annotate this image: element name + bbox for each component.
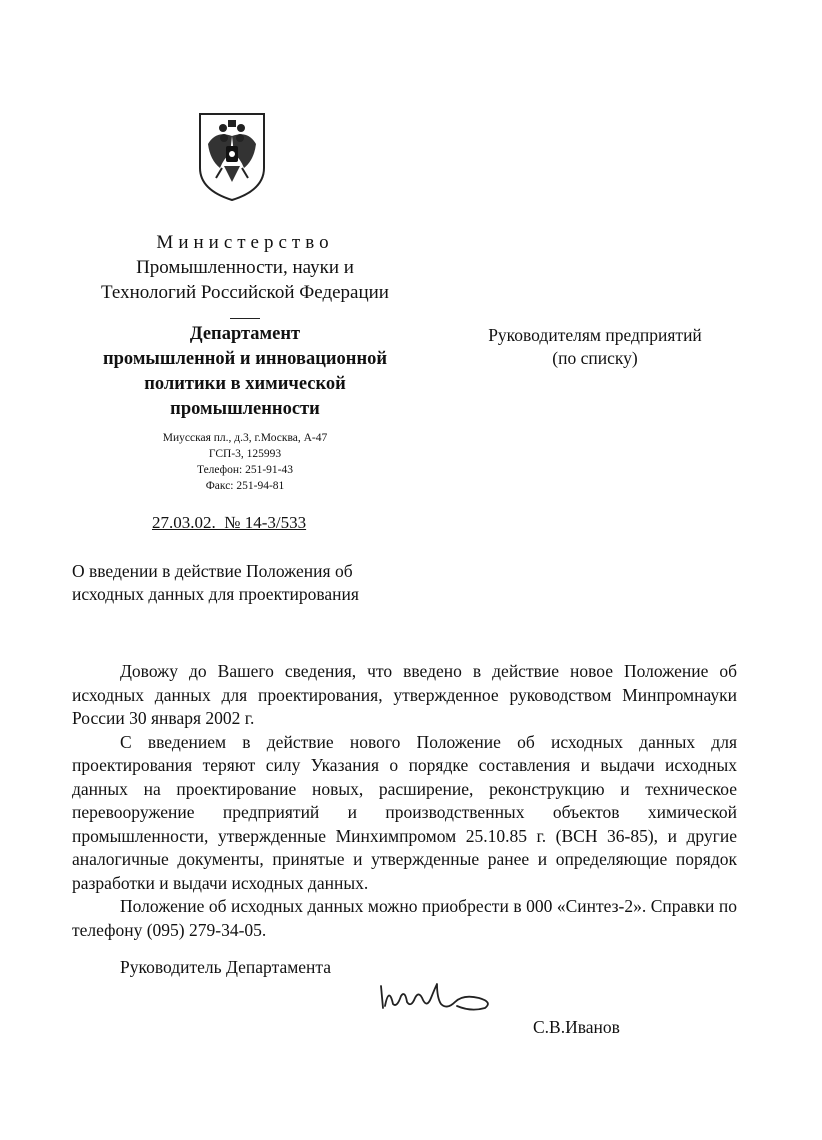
subject-line: исходных данных для проектирования: [72, 584, 359, 604]
signer-title: Руководитель Департамента: [120, 957, 332, 977]
department-line: Департамент: [189, 324, 301, 344]
address-line: Миусская пл., д.3, г.Москва, А-47: [162, 432, 328, 444]
letter-body: [72, 660, 737, 942]
ministry-line: Промышленности, науки и: [136, 257, 354, 278]
document-number: 27.03.02. № 14-3/533: [152, 513, 307, 532]
signer-name: С.В.Иванов: [533, 1017, 620, 1037]
department-address: [120, 430, 370, 494]
letter-subject: [72, 560, 412, 606]
recipient-line: Руководителям предприятий: [488, 325, 702, 345]
fax-line: Факс: 251-94-81: [205, 480, 285, 492]
department-line: политики в химической: [144, 374, 346, 394]
subject-line: О введении в действие Положения об: [72, 561, 353, 581]
divider: [230, 318, 260, 319]
department-name: [70, 322, 420, 422]
department-line: промышленности: [170, 399, 320, 419]
address-line: ГСП-3, 125993: [208, 448, 282, 460]
letter-recipient: [465, 324, 725, 370]
body-paragraph: Довожу до Вашего сведения, что введено в действие новое Положение об исходных данных для проектирования, утвержденное руководством Минпромнауки России 30 января 2002 г.: [72, 661, 737, 728]
ministry-name: [70, 230, 420, 305]
phone-line: Телефон: 251-91-43: [196, 464, 293, 476]
department-line: промышленной и инновационной: [102, 349, 388, 369]
ministry-line: Технологий Российской Федерации: [101, 282, 389, 303]
body-paragraph: С введением в действие нового Положение об исходных данных для проектирования теряют силу Указания о порядке составления и выдачи исходных данных на проектирование новых, расширение, реконструкцию и техническое перевооружение предприятий и производственных объектов химической промышленности, утвержденные Минхимпромом 25.10.85 г. (ВСН 36-85), и другие аналогичные документы, принятые и утвержденные ранее и определяющие порядок разработки и выдачи исходных данных.: [72, 731, 737, 893]
ministry-title: Министерство: [156, 232, 334, 253]
body-paragraph: Положение об исходных данных можно приобрести в 000 «Синтез-2». Справки по телефону (095) 279-34-05.: [72, 896, 737, 940]
recipient-line: (по списку): [552, 348, 638, 368]
handwritten-signature: [375, 978, 505, 1018]
coat-of-arms-icon: [196, 110, 268, 202]
